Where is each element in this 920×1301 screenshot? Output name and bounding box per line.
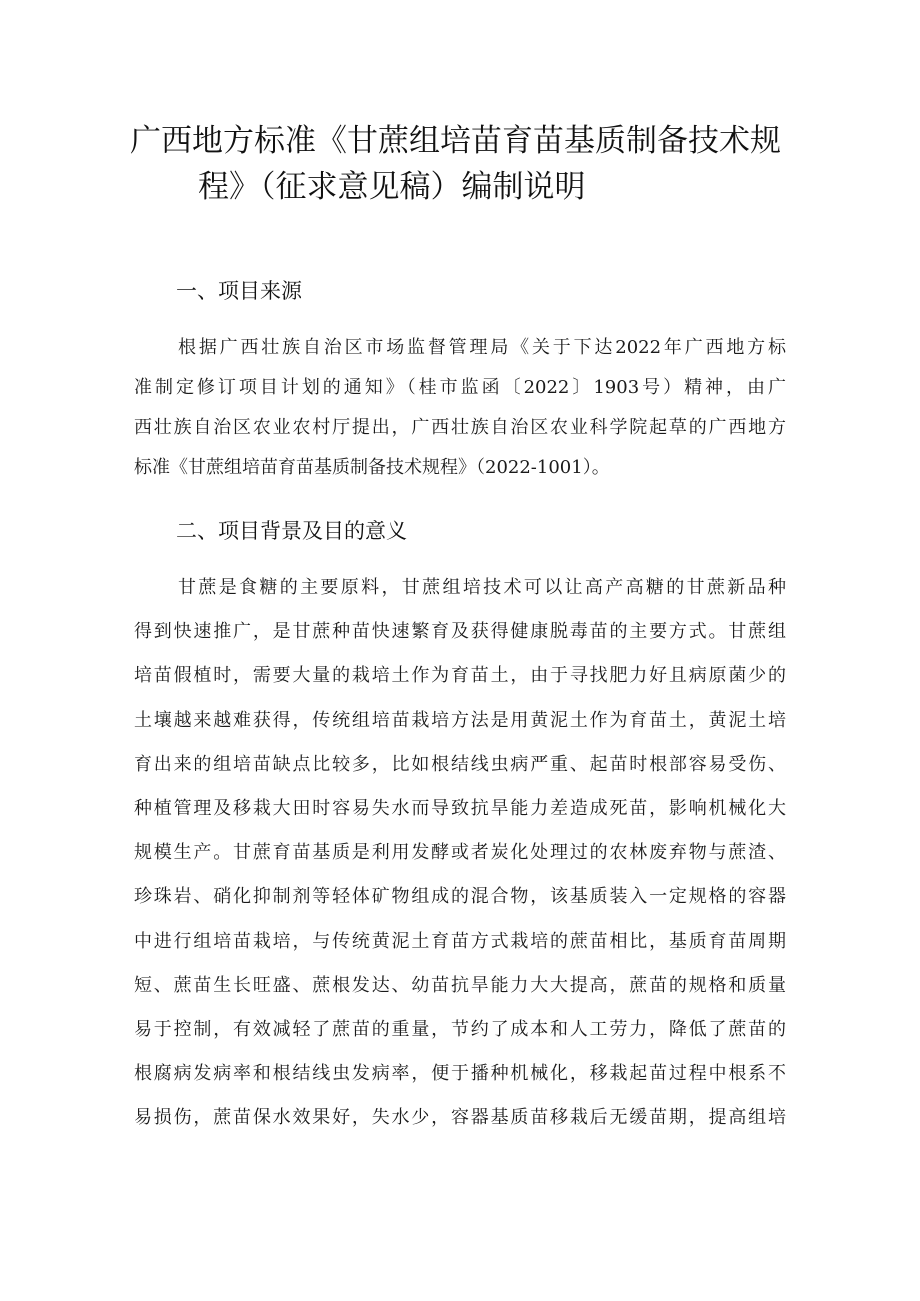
paragraph-line: 种植管理及移栽大田时容易失水而导致抗旱能力差造成死苗，影响机械化大 [134,798,786,820]
paragraph-line: 标准《甘蔗组培苗育苗基质制备技术规程》（2022-1001）。 [134,457,610,478]
document-title [130,118,810,210]
paragraph-line: 根腐病发病率和根结线虫发病率，便于播种机械化，移栽起苗过程中根系不 [134,1063,786,1085]
section-paragraph-project-source [134,328,786,488]
paragraph-line: 易于控制，有效减轻了蔗苗的重量，节约了成本和人工劳力，降低了蔗苗的 [134,1019,786,1041]
paragraph-line: 根据广西壮族自治区市场监督管理局《关于下达2022年广西地方标 [178,337,786,358]
paragraph-line: 珍珠岩、硝化抑制剂等轻体矿物组成的混合物，该基质装入一定规格的容器 [134,886,786,908]
paragraph-line: 短、蔗苗生长旺盛、蔗根发达、幼苗抗旱能力大大提高，蔗苗的规格和质量 [134,974,786,996]
paragraph-line: 培苗假植时，需要大量的栽培土作为育苗土，由于寻找肥力好且病原菌少的 [134,665,786,687]
section-heading-project-source: 一、项目来源 [176,279,302,303]
paragraph-line: 西壮族自治区农业农村厅提出，广西壮族自治区农业科学院起草的广西地方 [134,417,786,438]
paragraph-line: 土壤越来越难获得，传统组培苗栽培方法是用黄泥土作为育苗土，黄泥土培 [134,709,786,731]
paragraph-line: 易损伤，蔗苗保水效果好，失水少，容器基质苗移栽后无缓苗期，提高组培 [134,1107,786,1129]
section-paragraph-background-purpose [134,566,786,1141]
title-line-2: 程》（征求意见稿）编制说明 [198,169,586,205]
paragraph-line: 得到快速推广，是甘蔗种苗快速繁育及获得健康脱毒苗的主要方式。甘蔗组 [134,621,786,643]
paragraph-line: 规模生产。甘蔗育苗基质是利用发酵或者炭化处理过的农林废弃物与蔗渣、 [134,842,786,864]
paragraph-line: 育出来的组培苗缺点比较多，比如根结线虫病严重、起苗时根部容易受伤、 [134,753,786,775]
paragraph-line: 准制定修订项目计划的通知》（桂市监函〔2022〕1903号）精神，由广 [134,377,786,398]
title-line-1: 广西地方标准《甘蔗组培苗育苗基质制备技术规 [130,123,781,159]
paragraph-line: 中进行组培苗栽培，与传统黄泥土育苗方式栽培的蔗苗相比，基质育苗周期 [134,930,786,952]
section-heading-background-purpose: 二、项目背景及目的意义 [176,519,407,543]
paragraph-line: 甘蔗是食糖的主要原料，甘蔗组培技术可以让高产高糖的甘蔗新品种 [178,577,786,598]
